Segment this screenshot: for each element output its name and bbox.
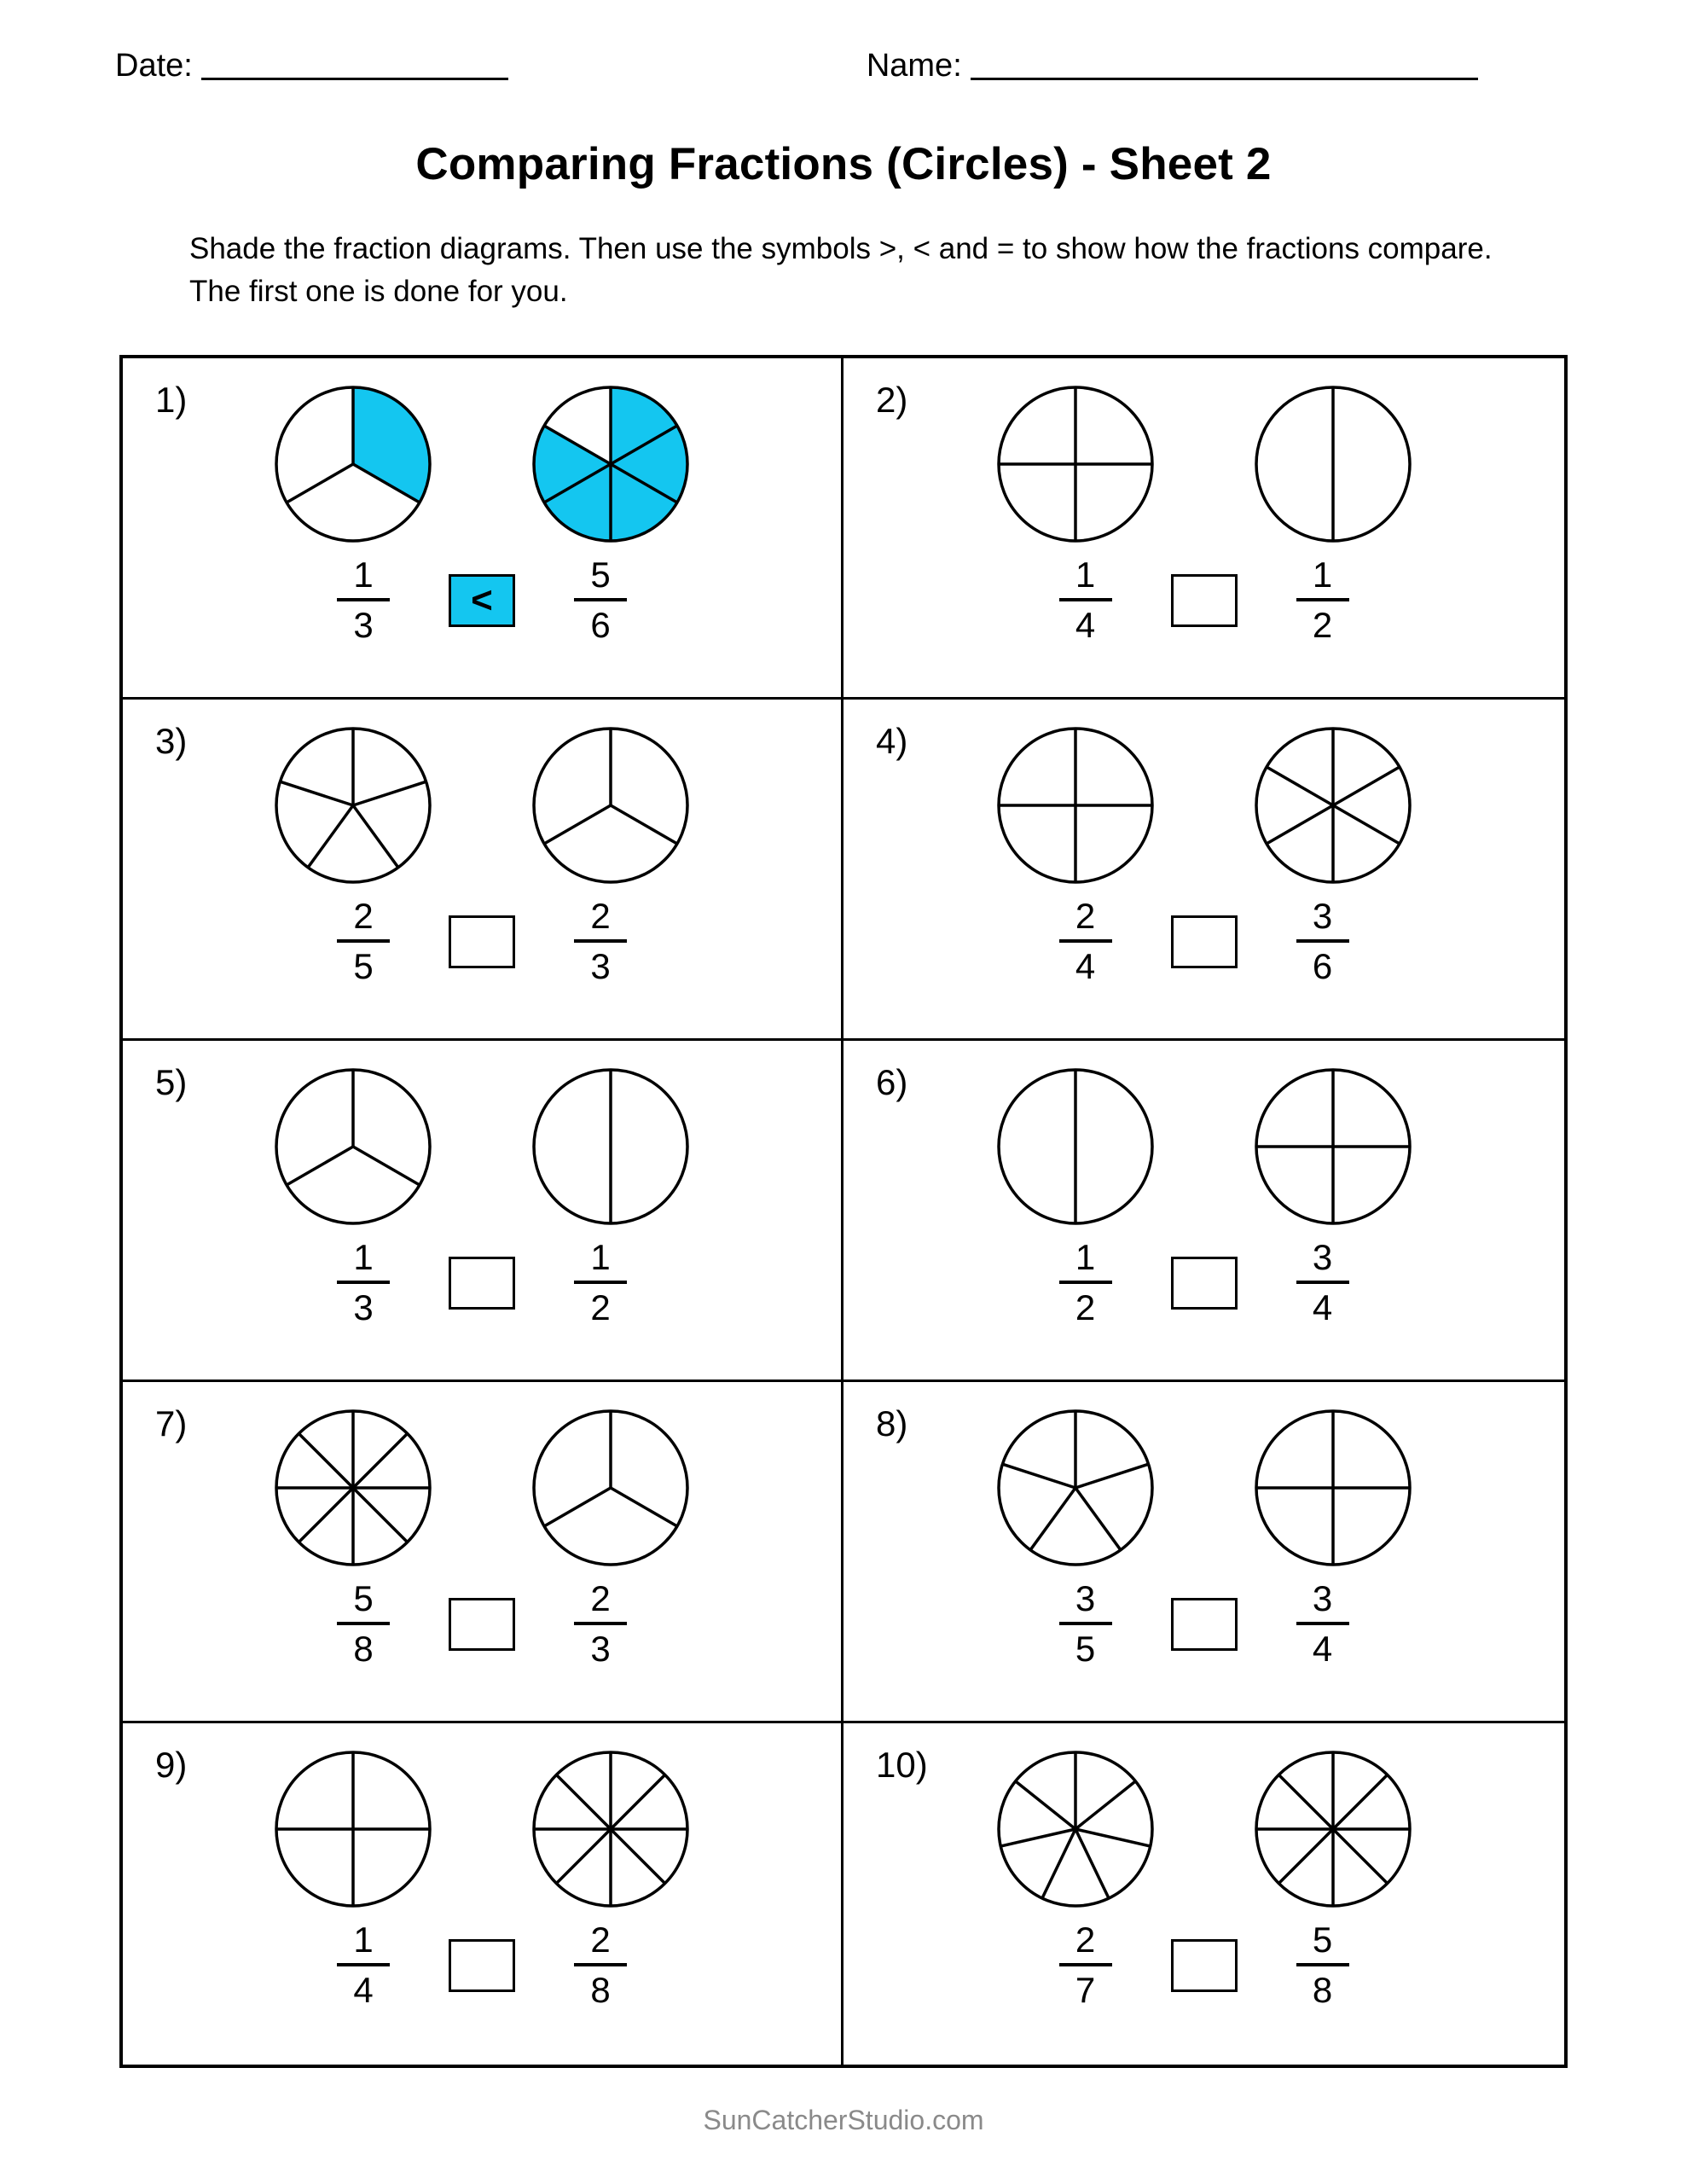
fraction-right — [1238, 1580, 1408, 1668]
fraction-bar — [1059, 1963, 1112, 1966]
fraction-circle-right[interactable] — [530, 1407, 692, 1569]
problem-cell — [123, 700, 844, 1041]
fraction-bar — [337, 1622, 390, 1625]
fraction-denominator: 7 — [1075, 1970, 1096, 2011]
fraction-right — [1238, 1239, 1408, 1327]
problem-number: 3) — [155, 721, 188, 762]
fraction-circle-right[interactable] — [530, 1748, 692, 1910]
problem-cell — [123, 1382, 844, 1723]
problem-number: 4) — [876, 721, 908, 762]
name-input-line[interactable] — [971, 77, 1478, 80]
comparison-answer-box[interactable] — [1171, 1598, 1238, 1651]
fraction-circle-right[interactable] — [1252, 1407, 1414, 1569]
fraction-denominator: 8 — [590, 1970, 611, 2011]
fraction-labels — [1000, 1239, 1408, 1327]
fraction-circle-left[interactable] — [272, 383, 434, 545]
fraction-circle-left[interactable] — [272, 1407, 434, 1569]
problem-cell — [123, 1041, 844, 1382]
fraction-bar — [1296, 1281, 1349, 1284]
fraction-denominator: 8 — [1312, 1970, 1333, 2011]
fraction-left — [1000, 1921, 1171, 2009]
fraction-denominator: 2 — [590, 1287, 611, 1328]
fraction-circle-right[interactable] — [530, 724, 692, 886]
fraction-bar — [1296, 1963, 1349, 1966]
fraction-labels — [1000, 897, 1408, 985]
problem-body — [844, 700, 1564, 1038]
fraction-numerator: 2 — [1075, 1920, 1096, 1960]
problem-cell — [844, 358, 1564, 700]
fraction-right — [515, 1239, 686, 1327]
fraction-diagrams — [272, 1403, 692, 1573]
name-label: Name: — [866, 48, 962, 84]
problem-number: 5) — [155, 1062, 188, 1103]
fraction-diagrams — [994, 1061, 1414, 1232]
fraction-diagrams — [994, 1744, 1414, 1914]
fraction-circle-right[interactable] — [530, 383, 692, 545]
fraction-right — [515, 897, 686, 985]
footer-credit: SunCatcherStudio.com — [703, 2105, 984, 2135]
fraction-denominator: 8 — [353, 1629, 374, 1670]
fraction-right — [515, 556, 686, 644]
fraction-numerator: 1 — [1075, 555, 1096, 595]
fraction-circle-right[interactable] — [1252, 383, 1414, 545]
fraction-denominator: 4 — [1075, 946, 1096, 987]
comparison-answer-box[interactable] — [1171, 1257, 1238, 1310]
problem-number: 7) — [155, 1403, 188, 1444]
fraction-left — [1000, 897, 1171, 985]
comparison-answer-box[interactable] — [1171, 915, 1238, 968]
fraction-diagrams — [272, 379, 692, 549]
problem-body — [123, 1041, 841, 1380]
problem-body — [844, 358, 1564, 697]
fraction-labels — [1000, 1580, 1408, 1668]
date-label: Date: — [115, 48, 193, 84]
problem-number: 2) — [876, 380, 908, 421]
fraction-left — [278, 1921, 449, 2009]
fraction-bar — [337, 1963, 390, 1966]
comparison-answer-box[interactable] — [449, 915, 515, 968]
fraction-bar — [1296, 1622, 1349, 1625]
fraction-right — [1238, 1921, 1408, 2009]
problem-body — [123, 1382, 841, 1721]
instructions-text: Shade the fraction diagrams. Then use the symbols >, < and = to show how the fractions compare. The first one is done for you. — [189, 232, 1493, 308]
problem-cell — [123, 358, 844, 700]
fraction-labels — [1000, 1921, 1408, 2009]
comparison-answer-box[interactable] — [1171, 1939, 1238, 1992]
problem-cell — [844, 1041, 1564, 1382]
fraction-left — [278, 1580, 449, 1668]
page-title: Comparing Fractions (Circles) - Sheet 2 — [415, 139, 1272, 189]
fraction-numerator: 1 — [1312, 555, 1333, 595]
fraction-numerator: 1 — [353, 1237, 374, 1278]
fraction-denominator: 2 — [1312, 605, 1333, 646]
fraction-numerator: 5 — [1312, 1920, 1333, 1960]
fraction-circle-right[interactable] — [1252, 1066, 1414, 1228]
fraction-right — [1238, 897, 1408, 985]
fraction-circle-left[interactable] — [994, 724, 1157, 886]
fraction-circle-left[interactable] — [994, 383, 1157, 545]
fraction-left — [1000, 556, 1171, 644]
fraction-circle-left[interactable] — [272, 1748, 434, 1910]
fraction-diagrams — [272, 720, 692, 891]
fraction-labels — [278, 1239, 686, 1327]
fraction-denominator: 4 — [1075, 605, 1096, 646]
fraction-bar — [337, 1281, 390, 1284]
fraction-circle-right[interactable] — [1252, 1748, 1414, 1910]
fraction-denominator: 3 — [353, 1287, 374, 1328]
problem-cell — [844, 700, 1564, 1041]
fraction-denominator: 3 — [590, 946, 611, 987]
fraction-diagrams — [272, 1061, 692, 1232]
date-input-line[interactable] — [201, 77, 508, 80]
name-field — [867, 49, 1478, 85]
fraction-diagrams — [994, 379, 1414, 549]
fraction-circle-left[interactable] — [994, 1748, 1157, 1910]
fraction-numerator: 2 — [590, 1920, 611, 1960]
fraction-denominator: 5 — [1075, 1629, 1096, 1670]
fraction-numerator: 3 — [1075, 1578, 1096, 1619]
fraction-numerator: 2 — [590, 896, 611, 937]
fraction-bar — [337, 939, 390, 943]
fraction-bar — [1296, 598, 1349, 601]
comparison-answer-box[interactable] — [449, 1939, 515, 1992]
fraction-right — [515, 1921, 686, 2009]
fraction-bar — [574, 1622, 627, 1625]
fraction-diagrams — [994, 720, 1414, 891]
fraction-numerator: 2 — [353, 896, 374, 937]
fraction-numerator: 2 — [590, 1578, 611, 1619]
problem-cell — [844, 1723, 1564, 2065]
fraction-circle-right[interactable] — [1252, 724, 1414, 886]
fraction-circle-left[interactable] — [272, 724, 434, 886]
fraction-denominator: 4 — [1312, 1629, 1333, 1670]
comparison-answer-box[interactable]: < — [449, 574, 515, 627]
fraction-left — [278, 1239, 449, 1327]
problem-body — [123, 358, 841, 697]
fraction-denominator: 6 — [590, 605, 611, 646]
problem-body — [123, 1723, 841, 2065]
fraction-numerator: 2 — [1075, 896, 1096, 937]
fraction-labels — [278, 1580, 686, 1668]
fraction-right — [515, 1580, 686, 1668]
fraction-circle-left[interactable] — [272, 1066, 434, 1228]
fraction-left — [1000, 1580, 1171, 1668]
fraction-labels — [1000, 556, 1408, 644]
fraction-denominator: 4 — [353, 1970, 374, 2011]
fraction-bar — [1059, 598, 1112, 601]
fraction-numerator: 1 — [353, 1920, 374, 1960]
fraction-diagrams — [994, 1403, 1414, 1573]
problem-number: 10) — [876, 1745, 928, 1786]
fraction-denominator: 6 — [1312, 946, 1333, 987]
fraction-left — [1000, 1239, 1171, 1327]
problem-body — [844, 1382, 1564, 1721]
fraction-denominator: 5 — [353, 946, 374, 987]
fraction-diagrams — [272, 1744, 692, 1914]
fraction-bar — [574, 1281, 627, 1284]
problem-number: 9) — [155, 1745, 188, 1786]
fraction-bar — [1296, 939, 1349, 943]
fraction-left — [278, 897, 449, 985]
fraction-bar — [574, 598, 627, 601]
fraction-denominator: 3 — [353, 605, 374, 646]
fraction-labels — [278, 897, 686, 985]
problem-body — [844, 1041, 1564, 1380]
problem-number: 8) — [876, 1403, 908, 1444]
fraction-numerator: 1 — [590, 1237, 611, 1278]
problem-grid — [119, 355, 1568, 2068]
comparison-answer-box[interactable] — [449, 1598, 515, 1651]
fraction-left — [278, 556, 449, 644]
fraction-denominator: 4 — [1312, 1287, 1333, 1328]
problem-body — [844, 1723, 1564, 2065]
problem-cell — [844, 1382, 1564, 1723]
fraction-numerator: 5 — [590, 555, 611, 595]
fraction-bar — [574, 939, 627, 943]
fraction-numerator: 1 — [353, 555, 374, 595]
fraction-bar — [1059, 1281, 1112, 1284]
header — [0, 0, 1687, 85]
fraction-numerator: 3 — [1312, 896, 1333, 937]
problem-body — [123, 700, 841, 1038]
problem-number: 6) — [876, 1062, 908, 1103]
fraction-bar — [337, 598, 390, 601]
fraction-circle-left[interactable] — [994, 1407, 1157, 1569]
fraction-denominator: 3 — [590, 1629, 611, 1670]
fraction-numerator: 5 — [353, 1578, 374, 1619]
fraction-numerator: 3 — [1312, 1237, 1333, 1278]
comparison-answer-box[interactable] — [449, 1257, 515, 1310]
fraction-circle-right[interactable] — [530, 1066, 692, 1228]
fraction-bar — [1059, 1622, 1112, 1625]
fraction-numerator: 1 — [1075, 1237, 1096, 1278]
fraction-circle-left[interactable] — [994, 1066, 1157, 1228]
problem-number: 1) — [155, 380, 188, 421]
fraction-bar — [574, 1963, 627, 1966]
fraction-labels — [278, 556, 686, 644]
problem-cell — [123, 1723, 844, 2065]
fraction-denominator: 2 — [1075, 1287, 1096, 1328]
date-field — [115, 49, 508, 85]
fraction-labels — [278, 1921, 686, 2009]
comparison-answer-box[interactable] — [1171, 574, 1238, 627]
fraction-bar — [1059, 939, 1112, 943]
fraction-numerator: 3 — [1312, 1578, 1333, 1619]
fraction-right — [1238, 556, 1408, 644]
